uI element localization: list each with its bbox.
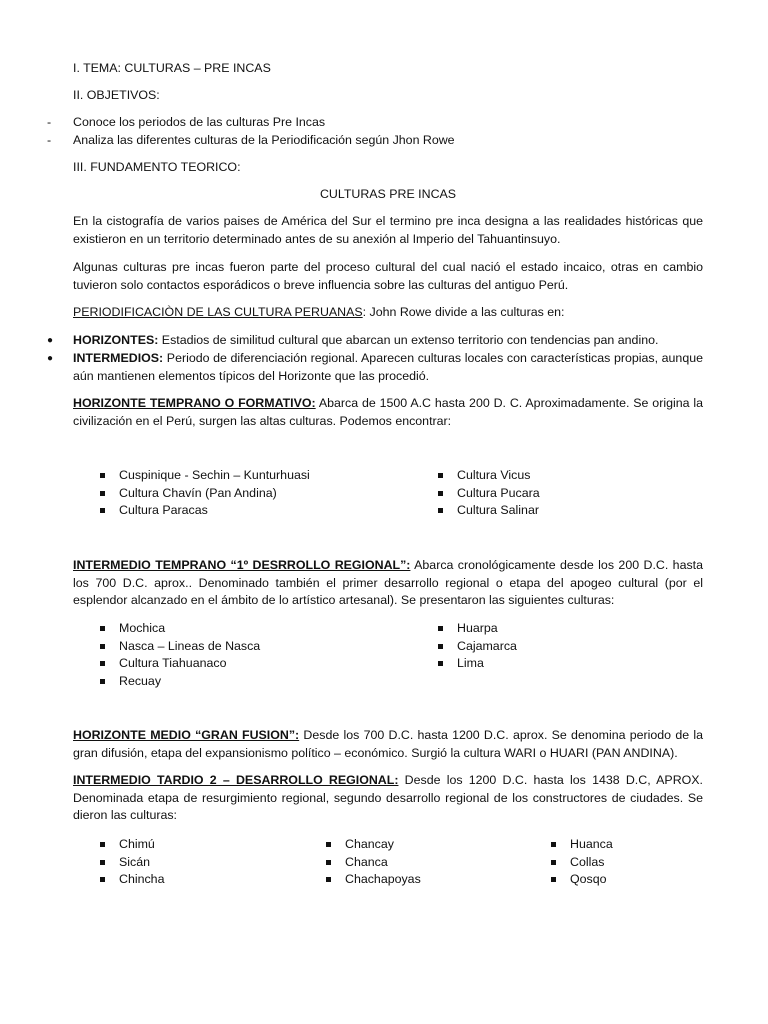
paragraph-1: En la cistografía de varios paises de América del Sur el termino pre inca designa a las realidades históricas que existieron en un territorio determinado antes de su anexión al Imperio del Tahuantinsuyo. [73, 214, 703, 246]
list-item: Cultura Vicus [435, 467, 540, 485]
list-item: Chimú [97, 836, 164, 854]
heading-tema: I. TEMA: CULTURAS – PRE INCAS [73, 61, 271, 75]
objetivo-item: - Analiza las diferentes culturas de la Periodificación según Jhon Rowe [73, 132, 703, 150]
section-title: CULTURAS PRE INCAS [319, 187, 457, 201]
list-item: Cuspinique - Sechin – Kunturhuasi [97, 467, 310, 485]
list-item: Chancay [323, 836, 421, 854]
list-item: Recuay [97, 673, 260, 691]
heading-fundamento: III. FUNDAMENTO TEORICO: [73, 160, 241, 174]
dash-bullet: - [47, 133, 52, 147]
dash-bullet: - [47, 115, 52, 129]
dot-bullet: ● [47, 353, 54, 364]
definicion-horizontes: ● HORIZONTES: Estadios de similitud cultural que abarcan un extenso territorio con tendencias pan andino. [73, 332, 703, 350]
list-item: Huanca [548, 836, 613, 854]
intermedio-temprano-list-1 [97, 620, 260, 690]
horizonte-temprano-paragraph: HORIZONTE TEMPRANO O FORMATIVO: Abarca de 1500 A.C hasta 200 D. C. Aproximadamente. Se origina la civilización en el Perú, surgen las altas culturas. Podemos encontrar: [73, 396, 704, 428]
list-item: Mochica [97, 620, 260, 638]
list-item: Sicán [97, 854, 164, 872]
horizonte-temprano-list-2 [435, 467, 540, 520]
list-item: Chincha [97, 871, 164, 889]
list-item: Nasca – Lineas de Nasca [97, 638, 260, 656]
list-item: Cultura Pucara [435, 485, 540, 503]
dot-bullet: ● [47, 335, 54, 346]
list-item: Chachapoyas [323, 871, 421, 889]
periodificacion-label: PERIODIFICACIÒN DE LAS CULTURA PERUANAS [73, 305, 363, 319]
list-item: Chanca [323, 854, 421, 872]
heading-objetivos: II. OBJETIVOS: [73, 88, 160, 102]
list-item: Cajamarca [435, 638, 517, 656]
list-item: Cultura Chavín (Pan Andina) [97, 485, 310, 503]
intermedio-tardio-list-2 [323, 836, 421, 889]
paragraph-2: Algunas culturas pre incas fueron parte del proceso cultural del cual nació el estado incaico, otras en cambio tuvieron solo contactos esporádicos o breve influencia sobre las culturas del antiguo Perú. [73, 260, 703, 292]
objetivo-item: - Conoce los periodos de las culturas Pre Incas [73, 114, 703, 132]
horizonte-medio-paragraph: HORIZONTE MEDIO “GRAN FUSION”: Desde los 700 D.C. hasta 1200 D.C. aprox. Se denomina periodo de la gran difusión, etapa del expansionismo político – económico. Surgió la cultura WARI o HUARI (PAN ANDINA). [73, 728, 703, 760]
horizonte-temprano-list-1 [97, 467, 310, 520]
list-item: Collas [548, 854, 613, 872]
list-item: Huarpa [435, 620, 517, 638]
intermedio-tardio-list-3 [548, 836, 613, 889]
intermedio-temprano-paragraph: INTERMEDIO TEMPRANO “1º DESRROLLO REGIONAL”: Abarca cronológicamente desde los 200 D.C. hasta los 700 D.C. aprox.. Denominado también el primer desarrollo regional o etapa del apogeo cultural (por el esplendor alcanzado en el ámbito de lo artístico artesanal). Se presentaron las siguientes culturas: [73, 558, 703, 607]
list-item: Lima [435, 655, 517, 673]
list-item: Cultura Salinar [435, 502, 540, 520]
intermedio-temprano-list-2 [435, 620, 517, 673]
intermedio-tardio-paragraph: INTERMEDIO TARDIO 2 – DESARROLLO REGIONAL: Desde los 1200 D.C. hasta los 1438 D.C, APROX. Denominada etapa de resurgimiento regional, segundo desarrollo regional de los constructores de ciudades. Se dieron las culturas: [73, 773, 703, 822]
list-item: Cultura Paracas [97, 502, 310, 520]
intermedio-tardio-list-1 [97, 836, 164, 889]
list-item: Qosqo [548, 871, 613, 889]
list-item: Cultura Tiahuanaco [97, 655, 260, 673]
definicion-intermedios: ● INTERMEDIOS: Periodo de diferenciación regional. Aparecen culturas locales con características propias, aunque aún mantienen elementos típicos del Horizonte que las procedió. [47, 351, 703, 383]
periodificacion-line: PERIODIFICACIÒN DE LAS CULTURA PERUANAS: John Rowe divide a las culturas en: [73, 305, 565, 319]
